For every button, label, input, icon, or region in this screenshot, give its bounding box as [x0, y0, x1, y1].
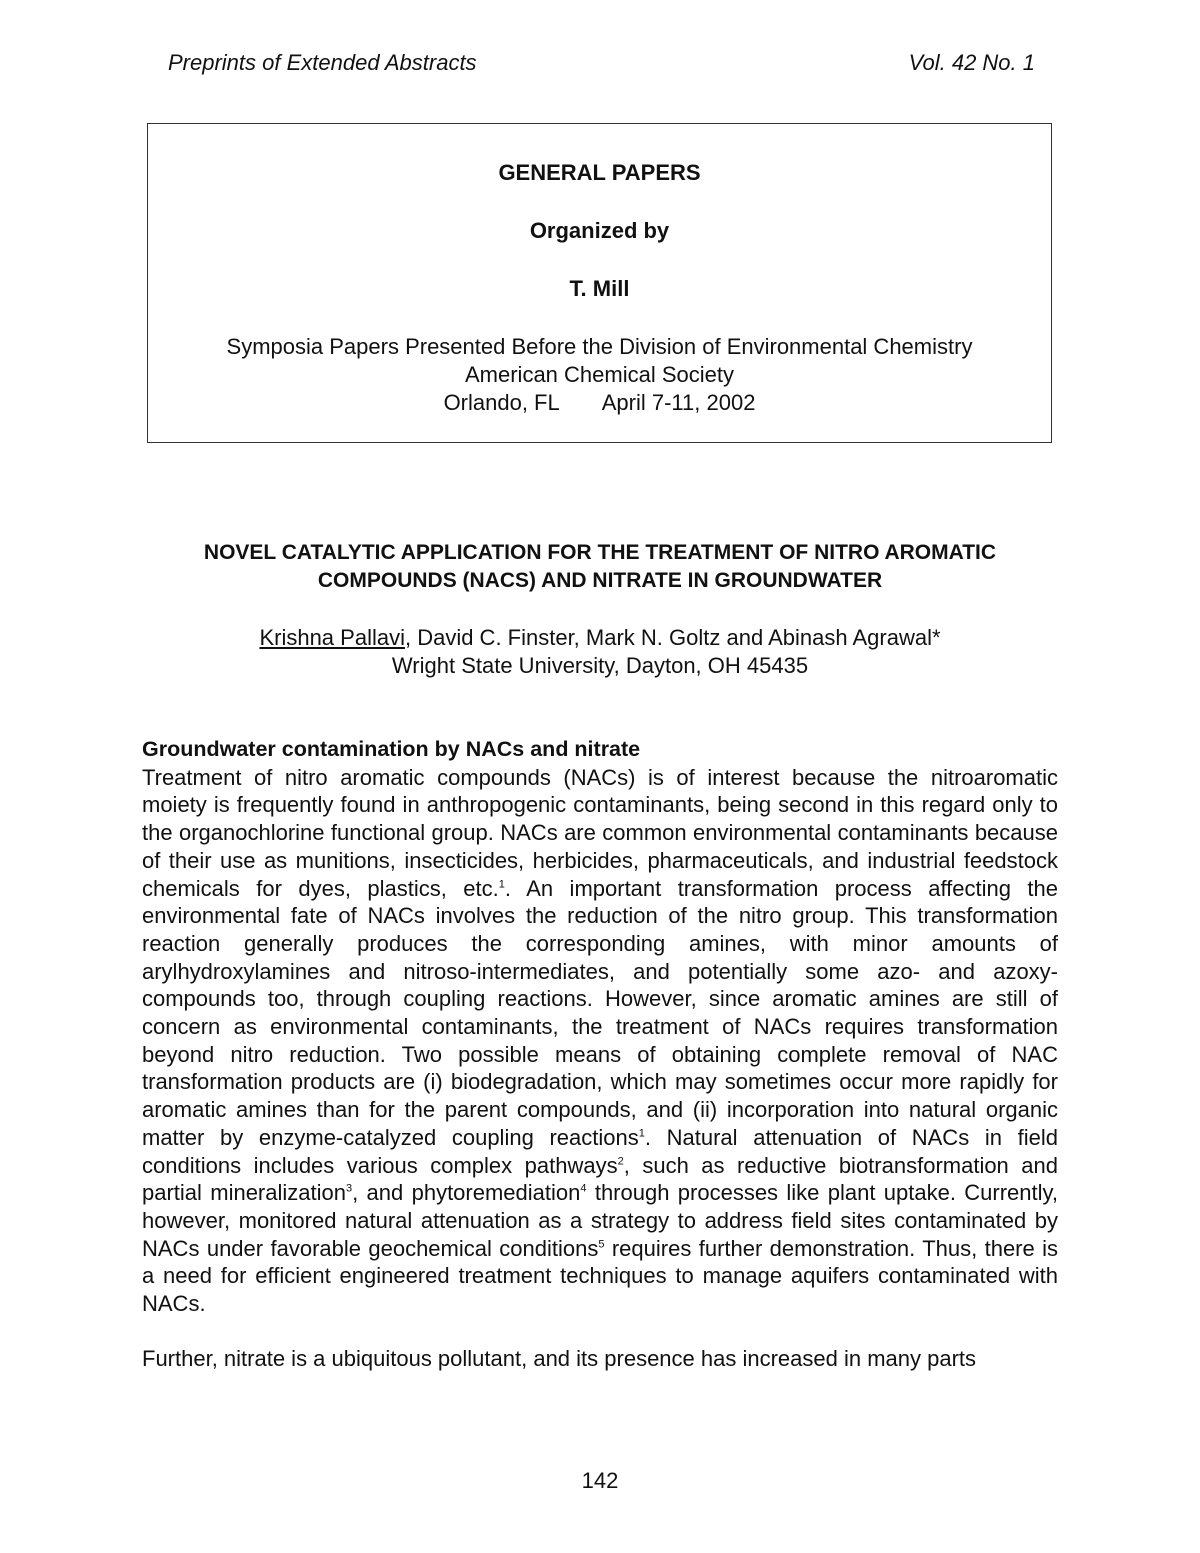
symposia-line: Symposia Papers Presented Before the Division of Environmental Chemistry [226, 334, 973, 359]
page-number: 142 [581, 1468, 619, 1493]
volume-issue: Vol. 42 No. 1 [908, 50, 1035, 75]
organizer-name: T. Mill [569, 276, 630, 301]
title-line-2: COMPOUNDS (NACS) AND NITRATE IN GROUNDWATER [317, 569, 883, 592]
presenting-author: Krishna Pallavi [259, 625, 405, 650]
society-name: American Chemical Society [465, 362, 734, 387]
ref-superscript: 2 [617, 1155, 624, 1168]
author-line [140, 624, 1060, 652]
p1-text-g: requires further demonstration. Thus, there is a need for efficient engineered treatment techniques to manage aquifers contaminated with NACs. [142, 1235, 1059, 1317]
venue-dates: April 7-11, 2002 [601, 390, 756, 415]
organized-by-label: Organized by [529, 218, 670, 243]
p1-text-e: , and phytoremediation [352, 1180, 581, 1206]
journal-name: Preprints of Extended Abstracts [168, 50, 477, 75]
paragraph-1 [142, 764, 1058, 1318]
p1-text-f: through processes like plant uptake. Currently, however, monitored natural attenuation as a strategy to address field sites contaminated by NACs under favorable geochemical conditions [142, 1180, 1058, 1261]
title-line-1: NOVEL CATALYTIC APPLICATION FOR THE TREATMENT OF NITRO AROMATIC [203, 541, 997, 564]
paper-title [140, 539, 1060, 595]
paragraph-2: Further, nitrate is a ubiquitous pollutant, and its presence has increased in many parts [142, 1345, 977, 1371]
running-header [168, 50, 1035, 80]
author-block [140, 624, 1060, 680]
body-text [142, 736, 1058, 1372]
ref-superscript: 1 [638, 1127, 645, 1140]
affiliation: Wright State University, Dayton, OH 45435 [391, 653, 809, 678]
p1-text-a: Treatment of nitro aromatic compounds (NACs) is of interest because the nitroaromatic moiety is frequently found in anthropogenic contaminants, being second in this regard only to the organochlorine functional group. NACs are common environmental contaminants because of their use as munitions, insecticides, herbicides, pharmaceuticals, and industrial feedstock chemicals for dyes, plastics, etc. [142, 764, 1058, 901]
ref-superscript: 5 [598, 1238, 605, 1251]
venue-line [148, 389, 1051, 417]
p1-text-b: . An important transformation process affecting the environmental fate of NACs involves the reduction of the nitro group. This transformation reaction generally produces the corresponding amines, with minor amounts of arylhydroxylamines and nitroso-intermediates, and potentially some azo- and azoxy- compounds too, through coupling reactions. However, since aromatic amines are still of concern as environmental contaminants, the treatment of NACs requires transformation beyond nitro reduction. Two possible means of obtaining complete removal of NAC transformation products are (i) biodegradation, which may sometimes occur more rapidly for aromatic amines than for the parent compounds, and (ii) incorporation into natural organic matter by enzyme-catalyzed coupling reactions [142, 875, 1059, 1150]
session-info-box [147, 123, 1052, 443]
p1-text-d: , such as reductive biotransformation and partial mineralization [142, 1152, 1059, 1206]
venue-location: Orlando, FL [443, 390, 560, 415]
section-heading: Groundwater contamination by NACs and nitrate [142, 737, 641, 761]
coauthors: , David C. Finster, Mark N. Goltz and Abinash Agrawal* [404, 625, 941, 650]
ref-superscript: 3 [345, 1182, 353, 1195]
ref-superscript: 1 [498, 878, 505, 891]
p1-text-c: . Natural attenuation of NACs in field conditions includes various complex pathways [142, 1124, 1058, 1178]
session-heading: GENERAL PAPERS [498, 160, 701, 185]
ref-superscript: 4 [580, 1182, 587, 1195]
symposia-block [148, 333, 1051, 417]
